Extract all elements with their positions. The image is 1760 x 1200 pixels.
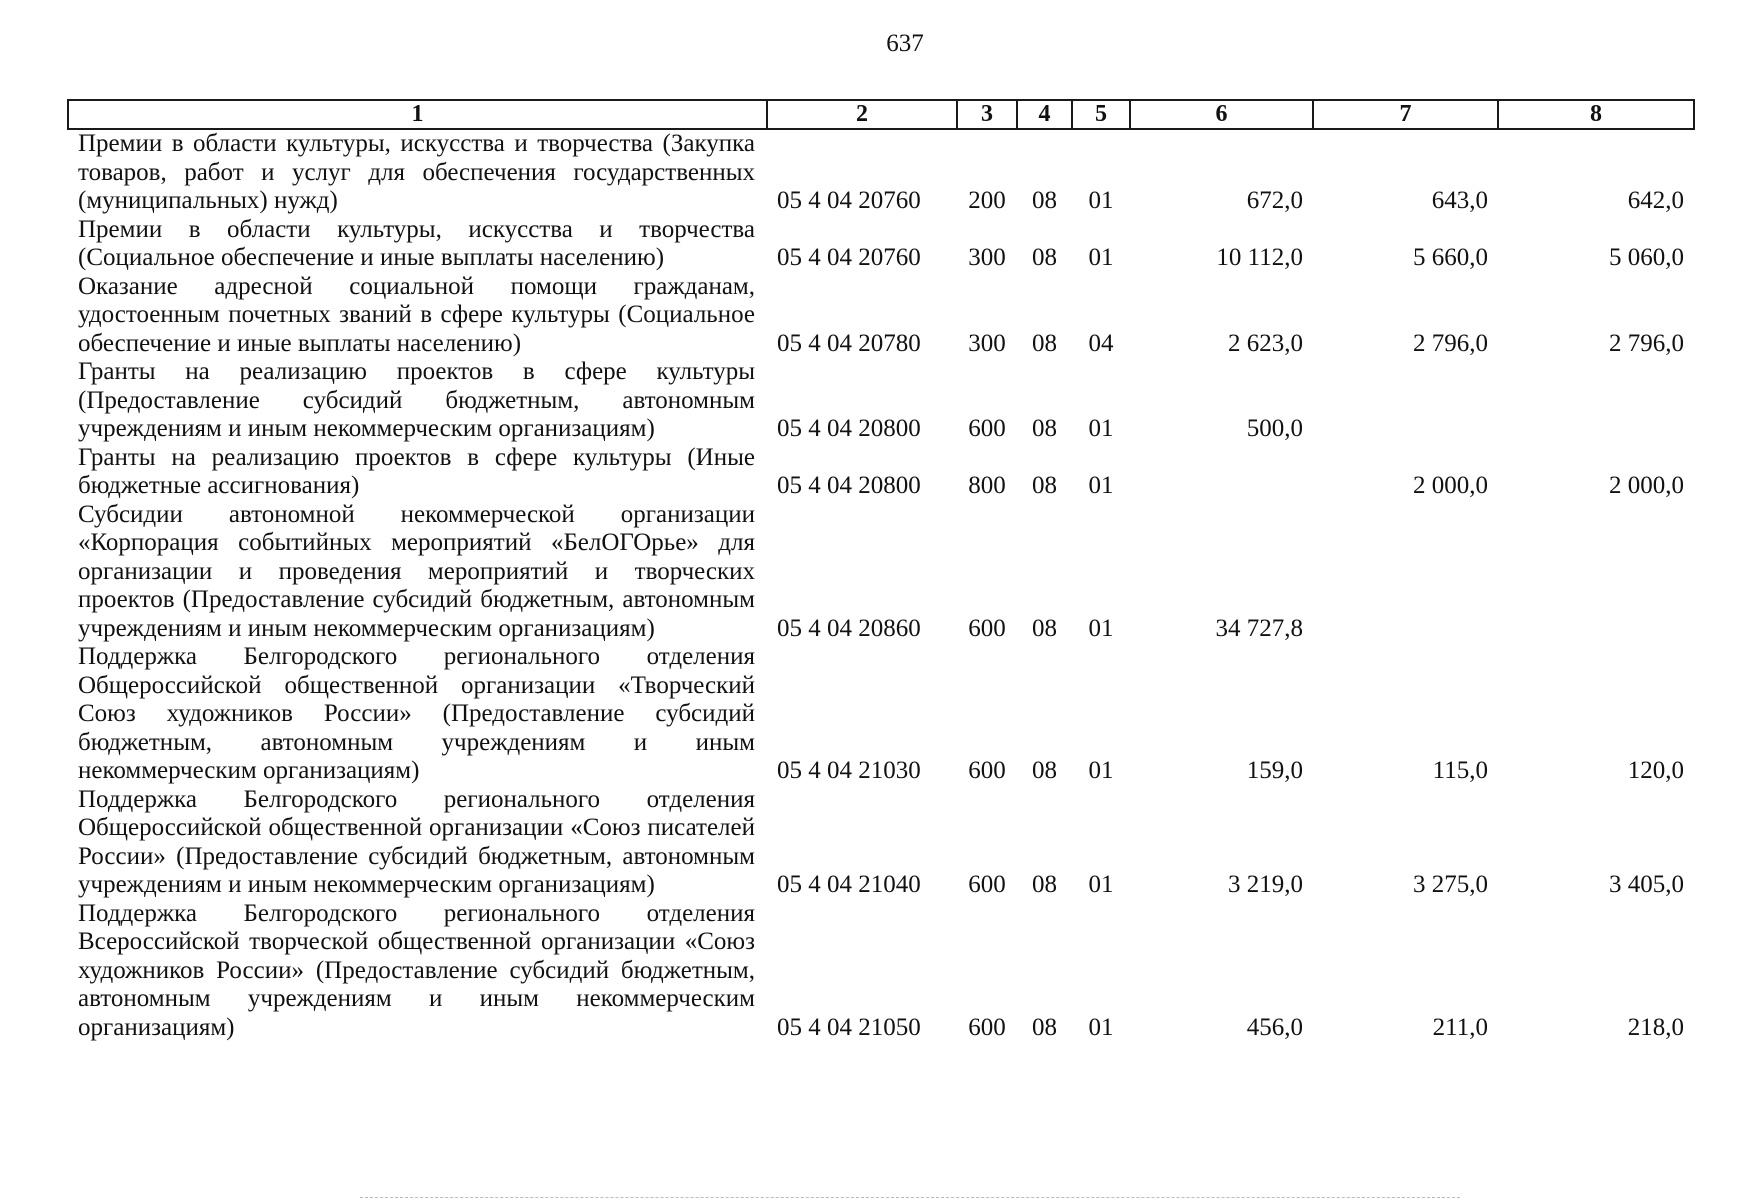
row-y3: 2 000,0 (1609, 472, 1684, 499)
row-y1 (1130, 444, 1313, 501)
row-y2: 643,0 (1431, 187, 1488, 214)
row-vr: 300 (968, 329, 1006, 357)
table-row (68, 501, 1694, 644)
row-name: Поддержка Белгородского регионального отделения Общероссийской общественной организации «Творческий Союз художников России» (Предоставление субсидий бюджетным, автономным учреждениям и иным некоммерческим организациям) (78, 643, 755, 784)
row-y2: 211,0 (1432, 1013, 1488, 1041)
row-rz: 08 (1032, 614, 1057, 642)
row-y3: 2 796,0 (1609, 329, 1684, 357)
row-pr: 01 (1088, 614, 1114, 642)
row-rz: 08 (1032, 244, 1057, 271)
row-pr: 01 (1088, 187, 1114, 214)
table-row (68, 786, 1694, 900)
row-y3: 642,0 (1627, 187, 1684, 214)
row-name: Гранты на реализацию проектов в сфере культуры (Предоставление субсидий бюджетным, автономным учреждениям и иным некоммерческим организациям) (78, 358, 755, 442)
row-code: 05 4 04 20780 (777, 329, 921, 357)
row-y3 (1498, 358, 1694, 444)
column-header: 2 (767, 100, 957, 129)
row-y1: 456,0 (1246, 1013, 1303, 1041)
row-y1: 159,0 (1246, 757, 1303, 784)
row-rz: 08 (1032, 871, 1057, 898)
table-row (68, 900, 1694, 1043)
column-header: 7 (1313, 100, 1498, 129)
row-pr: 01 (1088, 415, 1114, 442)
column-header: 1 (68, 100, 767, 129)
row-y2: 5 660,0 (1413, 244, 1488, 271)
row-name: Премии в области культуры, искусства и творчества (Закупка товаров, работ и услуг для обеспечения государственных (муниципальных) нужд) (78, 130, 755, 214)
row-y3: 3 405,0 (1609, 871, 1684, 898)
column-header: 5 (1072, 100, 1130, 129)
row-name: Гранты на реализацию проектов в сфере культуры (Иные бюджетные ассигнования) (78, 443, 755, 499)
row-vr: 600 (968, 614, 1006, 642)
row-rz: 08 (1032, 329, 1057, 357)
row-name: Поддержка Белгородского регионального отделения Общероссийской общественной организации «Союз писателей России» (Предоставление субсидий бюджетным, автономным учреждениям и иным некоммерческим организациям) (78, 785, 755, 898)
table-row (68, 216, 1694, 273)
row-y2: 2 000,0 (1413, 472, 1488, 499)
row-code: 05 4 04 21050 (777, 1013, 921, 1041)
page-number: 637 (886, 30, 924, 57)
table-row (68, 273, 1694, 359)
row-rz: 08 (1032, 415, 1057, 442)
row-name: Поддержка Белгородского регионального отделения Всероссийской творческой общественной организации «Союз художников России» (Предоставление субсидий бюджетным, автономным учреждениям и иным некоммерческим организациям) (78, 899, 755, 1041)
table-row (68, 358, 1694, 444)
row-rz: 08 (1032, 757, 1057, 784)
row-rz: 08 (1032, 472, 1057, 499)
column-header: 3 (957, 100, 1017, 129)
row-y1: 672,0 (1246, 187, 1303, 214)
row-vr: 800 (968, 472, 1006, 499)
row-y1: 3 219,0 (1228, 871, 1303, 898)
row-y2 (1313, 501, 1498, 644)
row-y2: 115,0 (1432, 757, 1488, 784)
row-name: Оказание адресной социальной помощи гражданам, удостоенным почетных званий в сфере культуры (Социальное обеспечение и иные выплаты населению) (78, 272, 755, 357)
row-vr: 600 (968, 757, 1006, 784)
table-row (68, 444, 1694, 501)
table-row (68, 643, 1694, 786)
row-code: 05 4 04 20860 (777, 614, 921, 642)
row-y2: 3 275,0 (1413, 871, 1488, 898)
row-pr: 01 (1088, 757, 1114, 784)
row-pr: 01 (1088, 871, 1114, 898)
row-y1: 500,0 (1246, 415, 1303, 442)
row-y3 (1498, 501, 1694, 644)
row-y2 (1313, 358, 1498, 444)
row-code: 05 4 04 21040 (777, 871, 921, 898)
row-y3: 218,0 (1627, 1013, 1684, 1041)
row-y3: 120,0 (1627, 757, 1684, 784)
row-code: 05 4 04 20760 (777, 244, 921, 271)
bottom-divider (360, 1197, 1460, 1198)
row-pr: 01 (1088, 472, 1114, 499)
row-vr: 300 (968, 244, 1006, 271)
row-pr: 01 (1088, 244, 1114, 271)
row-vr: 600 (968, 1013, 1006, 1041)
column-header: 6 (1130, 100, 1313, 129)
row-y1: 10 112,0 (1216, 244, 1303, 271)
row-y1: 34 727,8 (1215, 614, 1303, 642)
column-header: 4 (1017, 100, 1072, 129)
budget-table (67, 99, 1695, 1042)
row-vr: 200 (968, 187, 1006, 214)
column-header: 8 (1498, 100, 1694, 129)
row-y1: 2 623,0 (1228, 329, 1303, 357)
row-name: Премии в области культуры, искусства и творчества (Социальное обеспечение и иные выплаты населению) (78, 215, 755, 271)
row-vr: 600 (968, 415, 1006, 442)
row-rz: 08 (1032, 187, 1057, 214)
row-pr: 01 (1088, 1013, 1114, 1041)
row-name: Субсидии автономной некоммерческой организации «Корпорация событийных мероприятий «БелОГОрье» для организации и проведения мероприятий и творческих проектов (Предоставление субсидий бюджетным, автономным учреждениям и иным некоммерческим организациям) (78, 500, 755, 642)
header-row (68, 100, 1694, 129)
row-y2: 2 796,0 (1413, 329, 1488, 357)
row-rz: 08 (1032, 1013, 1057, 1041)
row-code: 05 4 04 20800 (777, 415, 921, 442)
row-code: 05 4 04 20760 (777, 187, 921, 214)
row-pr: 04 (1088, 329, 1114, 357)
table-row (68, 129, 1694, 216)
row-code: 05 4 04 20800 (777, 472, 921, 499)
row-vr: 600 (968, 871, 1006, 898)
row-y3: 5 060,0 (1609, 244, 1684, 271)
row-code: 05 4 04 21030 (777, 757, 921, 784)
